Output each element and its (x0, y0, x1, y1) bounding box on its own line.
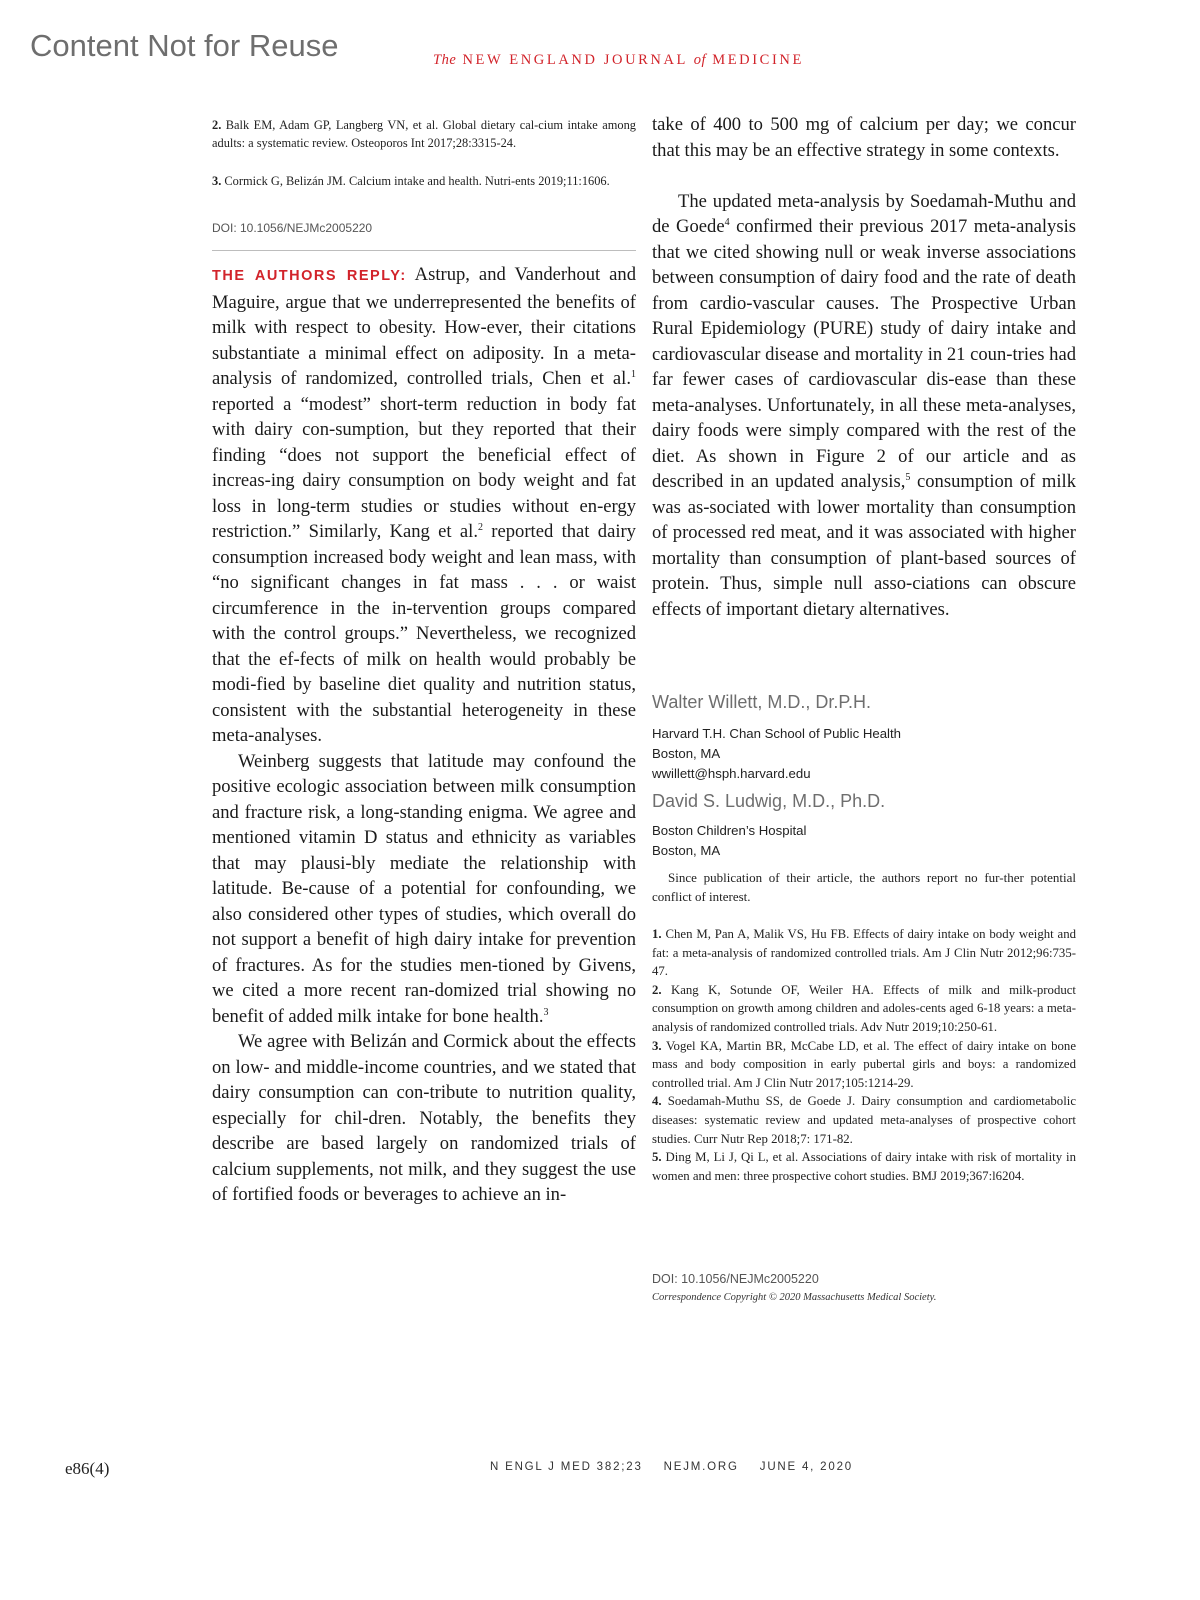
reply-heading: THE AUTHORS REPLY: (212, 268, 407, 284)
reply-paragraph-1: THE AUTHORS REPLY: Astrup, and Vanderhout and Maguire, argue that we underrepresented the benefits of milk with respect to obesity. How-ever, their citations substantiate a minimal effect on adiposity. In a meta-analysis of randomized, controlled trials, Chen et al.$^1$ reported a “modest” short-term reduction in body fat with dairy con-sumption, but they reported that their finding “does not support the beneficial effect of increas-ing dairy consumption on body weight and fat loss in long-term studies or studies without en-ergy restriction.” Similarly, Kang et al.$^2$ reported that dairy consumption increased body weight and lean mass, with “no significant changes in fat mass . . . or waist circumference in the in-tervention groups compared with the control groups.” Nevertheless, we recognized that the ef-fects of milk on health would probably be modi-fied by baseline diet quality and nutrition status, consistent with the substantial heterogeneity in these meta-analyses. (212, 264, 637, 746)
reply-paragraph-2: Weinberg suggests that latitude may confound the positive ecologic association between milk consumption and fracture risk, a long-standing enigma. We agree and mentioned vitamin D status and ethnicity as variables that may plausi-bly mediate the relationship with latitude. Be-cause of a potential for confounding, we also considered other types of studies, which overall do not support a benefit of high dairy intake for prevention of fractures. As for the studies men-tioned by Givens, we cited a more recent ran-domized trial showing no benefit of added milk intake for bone health.$^3$ (212, 750, 636, 1027)
section-divider (212, 250, 636, 251)
reference-item: 1. Chen M, Pan A, Malik VS, Hu FB. Effects of dairy intake on body weight and fat: a meta-analysis of randomized controlled trials. Am J Clin Nutr 2012;96:735-47. (652, 927, 1076, 979)
journal-masthead (433, 52, 804, 69)
reference-item: 3. Vogel KA, Martin BR, McCabe LD, et al. The effect of dairy intake on bone mass and body composition in early pubertal girls and boys: a randomized controlled trial. Am J Clin Nutr 2017;105:1214-29. (652, 1038, 1077, 1090)
reference-item: 2. Kang K, Sotunde OF, Weiler HA. Effects of milk and milk-product consumption on growth among children and adoles-cents aged 6-18 years: a meta-analysis of randomized controlled trials. Adv Nutr 2019;10:250-61. (652, 982, 1076, 1034)
author-name-2: David S. Ludwig, M.D., Ph.D. (652, 791, 886, 811)
journal-of: of (693, 52, 706, 68)
reply-paragraph-4: The updated meta-analysis by Soedamah-Muthu and de Goede$^4$ confirmed their previous 2017 meta-analysis that we cited showing null or weak inverse associations between consumption of dairy food and the rate of death from cardio-vascular causes. The Prospective Urban Rural Epidemiology (PURE) study of dairy intake and cardiovascular disease and mortality in 21 coun-tries had far fewer cases of cardiovascular dis-ease than these meta-analyses. Unfortunately, in all these meta-analyses, dairy foods were simply compared with the rest of the diet. As shown in Figure 2 of our article and as described in an updated analysis,$^5$ consumption of milk was as-sociated with lower mortality than consumption of processed red meat, and it was associated with higher mortality than consumption of plant-based sources of protein. Thus, simple null asso-ciations can obscure effects of important dietary alternatives. (652, 190, 1076, 620)
journal-name-a: NEW ENGLAND JOURNAL (462, 52, 688, 68)
watermark: Content Not for Reuse (30, 28, 339, 63)
prior-letter-doi: DOI: 10.1056/NEJMc2005220 (212, 221, 373, 235)
prior-ref-num: 3. (212, 174, 222, 188)
reference-item: 5. Ding M, Li J, Qi L, et al. Associations of dairy intake with risk of mortality in women and men: three prospective cohort studies. BMJ 2019;367:l6204. (652, 1150, 1076, 1183)
prior-ref-text: Cormick G, Belizán JM. Calcium intake and health. Nutri-ents 2019;11:1606. (224, 174, 610, 188)
reply-column-left (212, 262, 636, 1233)
footer-journal-issue: N ENGL J MED 382;23 (490, 1461, 643, 1473)
prior-ref-2 (212, 116, 636, 152)
footer-site[interactable]: NEJM.ORG (663, 1461, 739, 1473)
author-affiliation-2: Boston Children’s Hospital Boston, MA (652, 823, 807, 858)
prior-ref-text: Balk EM, Adam GP, Langberg VN, et al. Global dietary cal-cium intake among adults: a systematic review. Osteoporos Int 2017;28:3315-24. (212, 118, 636, 150)
reply-paragraph-3-cont: take of 400 to 500 mg of calcium per day; we concur that this may be an effective strategy in some contexts. (652, 114, 1076, 161)
article-doi[interactable]: DOI: 10.1056/NEJMc2005220 (652, 1272, 819, 1286)
author-email[interactable]: wwillett@hsph.harvard.edu (652, 766, 811, 781)
reference-list (652, 925, 1076, 1185)
journal-name-b: MEDICINE (712, 52, 804, 68)
footer-date: JUNE 4, 2020 (759, 1461, 853, 1473)
copyright-notice: Correspondence Copyright © 2020 Massachusetts Medical Society. (652, 1292, 937, 1303)
author-name-1: Walter Willett, M.D., Dr.P.H. (652, 692, 872, 712)
prior-ref-num: 2. (212, 118, 222, 132)
journal-prefix: The (433, 52, 457, 68)
reply-column-right (652, 112, 1076, 622)
reply-paragraph-3-start: We agree with Belizán and Cormick about the effects on low- and middle-income countries, and we stated that dairy consumption can con-tribute to nutrition quality, especially for chil-dren. Notably, the benefits they describe are based largely on randomized trials of calcium supplements, not milk, and they suggest the use of fortified foods or beverages to achieve an in- (212, 1031, 636, 1205)
page-number: e86(4) (65, 1459, 110, 1478)
prior-ref-3 (212, 172, 636, 190)
page-footer (490, 1461, 869, 1473)
author-affiliation-1: Harvard T.H. Chan School of Public Health Boston, MA wwillett@hsph.harvard.edu (652, 724, 901, 784)
reference-item: 4. Soedamah-Muthu SS, de Goede J. Dairy consumption and cardiometabolic diseases: systematic review and updated meta-analyses of prospective cohort studies. Curr Nutr Rep 2018;7: 171-82. (652, 1094, 1076, 1146)
disclosure: Since publication of their article, the authors report no fur-ther potential conflict of interest. (652, 870, 1076, 904)
